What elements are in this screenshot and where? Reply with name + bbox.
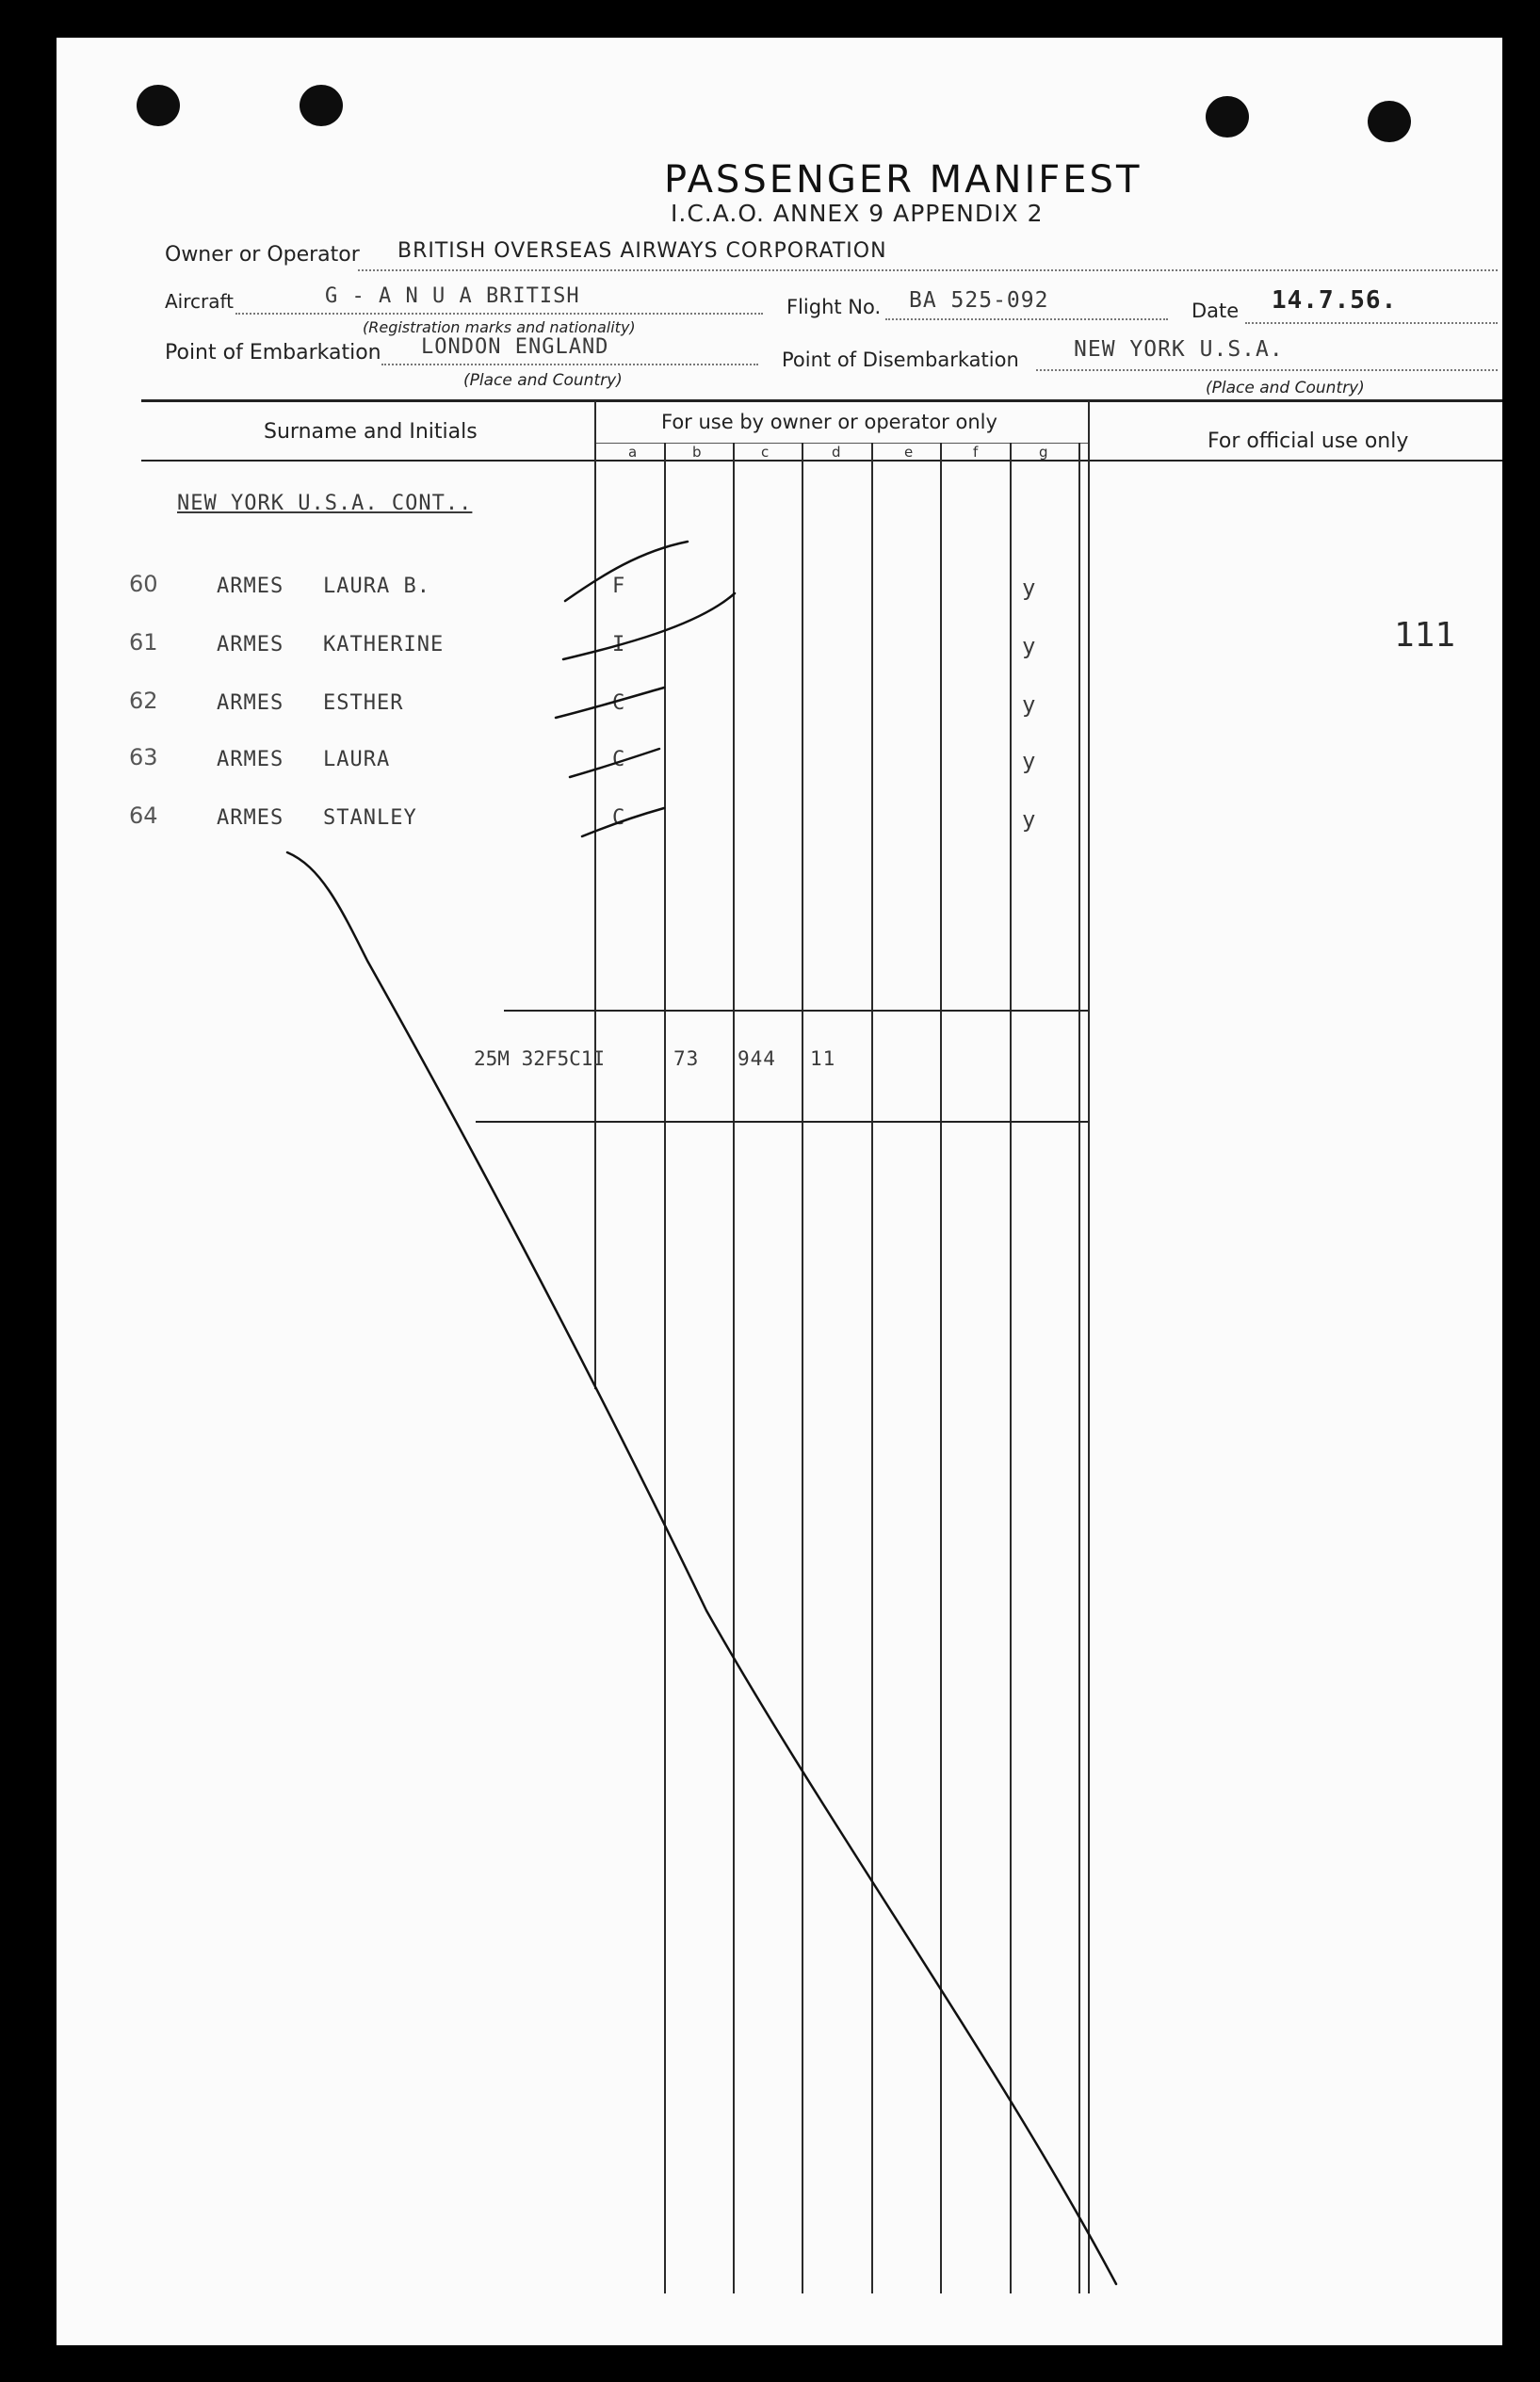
owner-value: BRITISH OVERSEAS AIRWAYS CORPORATION [397,239,887,263]
column-divider [802,443,803,2293]
row-number: 63 [129,744,158,770]
row-number: 60 [129,571,158,597]
table-top-rule [141,399,1502,402]
column-g-mark: y [1022,691,1037,718]
totals-bottom-rule [476,1121,1088,1123]
column-label-c: c [761,444,770,461]
punch-hole [1368,101,1411,142]
passenger-given-names: LAURA [323,748,391,771]
flight-dotted-line [885,318,1168,320]
column-divider [871,443,873,2293]
column-label-g: g [1039,444,1048,461]
disembark-dotted-line [1036,369,1498,371]
embark-value: LONDON ENGLAND [421,335,609,359]
embark-note: (Place and Country) [463,371,623,390]
punch-hole [1206,96,1249,138]
column-divider [1088,400,1090,2293]
column-a-code: C [612,691,626,715]
owner-label: Owner or Operator [165,243,360,267]
disembark-value: NEW YORK U.S.A. [1074,337,1284,362]
document-title: PASSENGER MANIFEST [664,158,1143,202]
column-divider [733,443,735,2293]
totals-column-c: 944 [738,1047,776,1070]
aircraft-dotted-line [235,313,763,315]
punch-hole [137,85,180,126]
column-label-e: e [904,444,914,461]
column-a-code: F [612,575,626,598]
totals-passenger-breakdown: 25M 32F5C1I [474,1047,606,1070]
check-stroke [565,542,688,601]
passenger-surname: ARMES [217,633,284,656]
owner-dotted-line [358,269,1498,271]
row-number: 61 [129,629,158,656]
embark-dotted-line [381,364,758,365]
column-a-code: C [612,806,626,830]
column-divider [594,400,596,1389]
totals-top-rule [504,1010,1088,1012]
disembark-label: Point of Disembarkation [782,348,1019,371]
embark-label: Point of Embarkation [165,341,381,365]
official-count: 111 [1394,616,1456,655]
surname-header: Surname and Initials [264,420,478,444]
column-divider [1078,443,1080,2293]
totals-column-b: 73 [673,1047,700,1070]
column-a-code: C [612,748,626,771]
column-label-b: b [692,444,702,461]
aircraft-value: G - A N U A BRITISH [325,284,580,308]
row-number: 64 [129,802,158,829]
document-subtitle: I.C.A.O. ANNEX 9 APPENDIX 2 [671,200,1044,227]
column-divider [664,443,666,2293]
column-g-mark: y [1022,575,1037,601]
official-header: For official use only [1208,429,1409,453]
totals-column-d: 11 [810,1047,836,1070]
passenger-given-names: STANLEY [323,806,417,830]
registration-note: (Registration marks and nationality) [363,318,636,336]
column-a-code: I [612,633,626,656]
diagonal-strike-line [287,852,1116,2284]
passenger-given-names: ESTHER [323,691,404,715]
flight-label: Flight No. [786,296,882,318]
passenger-surname: ARMES [217,806,284,830]
column-g-mark: y [1022,806,1037,833]
flight-value: BA 525-092 [909,288,1049,313]
section-heading: NEW YORK U.S.A. CONT.. [177,492,473,515]
date-dotted-line [1245,322,1498,324]
passenger-surname: ARMES [217,575,284,598]
date-value: 14.7.56. [1272,286,1398,315]
check-stroke [556,688,664,718]
column-divider [1010,443,1012,2293]
passenger-given-names: LAURA B. [323,575,430,598]
disembark-note: (Place and Country) [1206,379,1365,397]
column-divider [940,443,942,2293]
aircraft-label: Aircraft [165,290,235,313]
date-label: Date [1191,300,1240,322]
column-label-a: a [628,444,638,461]
passenger-given-names: KATHERINE [323,633,445,656]
column-label-f: f [973,444,979,461]
owner-use-subrule [594,443,1088,444]
column-label-d: d [832,444,841,461]
column-g-mark: y [1022,748,1037,774]
column-g-mark: y [1022,633,1037,659]
passenger-surname: ARMES [217,691,284,715]
row-number: 62 [129,688,158,714]
owner-use-header: For use by owner or operator only [661,411,997,433]
header-bottom-rule [141,460,1502,462]
passenger-surname: ARMES [217,748,284,771]
punch-hole [300,85,343,126]
manifest-sheet [57,38,1502,2345]
check-stroke [563,593,735,659]
